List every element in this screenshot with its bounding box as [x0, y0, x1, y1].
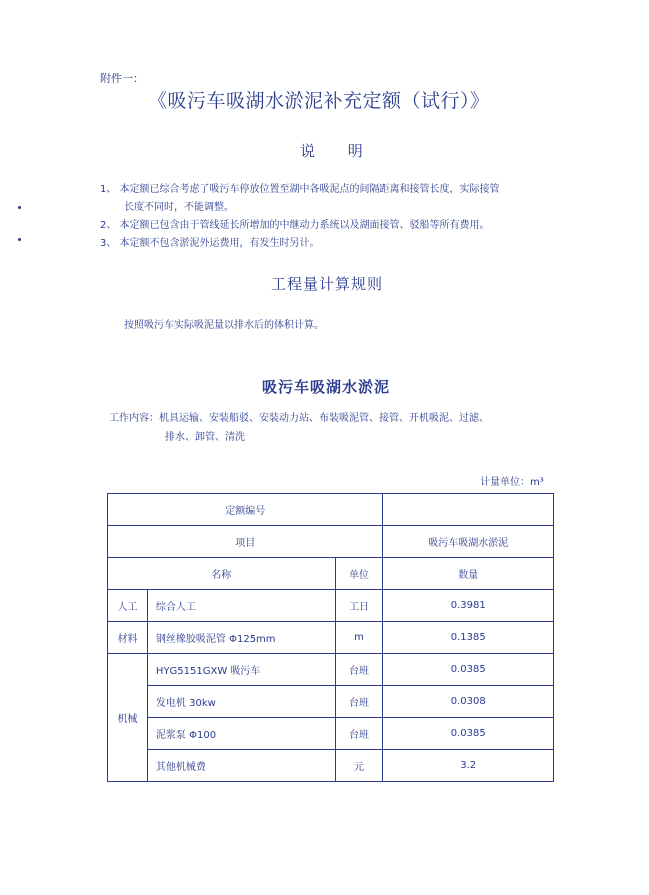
work-content — [109, 409, 489, 447]
notes-list — [100, 181, 560, 253]
note-1-continued: 长度不同时，不能调整。 — [124, 202, 234, 213]
calc-rule: 按照吸污车实际吸泥量以排水后的体积计算。 — [124, 320, 324, 331]
category-cell: 机械 — [108, 654, 148, 782]
col-header-qty: 数量 — [383, 558, 554, 590]
project-label: 项目 — [108, 526, 383, 558]
col-header-unit: 单位 — [335, 558, 383, 590]
table-header-row — [108, 558, 554, 590]
unit-label: 计量单位：m³ — [480, 477, 544, 488]
table-row — [108, 590, 554, 622]
item-unit: 工日 — [335, 590, 383, 622]
table-row — [108, 654, 554, 686]
attachment-label: 附件一： — [100, 72, 144, 85]
item-qty: 0.0385 — [383, 718, 554, 750]
work-content-line-1: 工作内容：机具运输、安装船驳、安装动力站、布装吸泥管、接管、开机吸泥、过滤、 — [109, 413, 489, 424]
item-qty: 3.2 — [383, 750, 554, 782]
category-cell: 材料 — [108, 622, 148, 654]
item-name: 泥浆泵 Φ100 — [147, 718, 335, 750]
quota-number-value — [383, 494, 554, 526]
item-qty: 0.0308 — [383, 686, 554, 718]
item-name: 钢丝橡胶吸泥管 Φ125mm — [147, 622, 335, 654]
table-row — [108, 750, 554, 782]
item-unit: 台班 — [335, 686, 383, 718]
item-unit: 元 — [335, 750, 383, 782]
project-value: 吸污车吸湖水淤泥 — [383, 526, 554, 558]
section-heading-calc: 工程量计算规则 — [271, 275, 384, 293]
scan-dot — [18, 206, 21, 209]
note-3: 3、 本定额不包含淤泥外运费用，有发生时另计。 — [100, 238, 320, 249]
note-1: 1、 本定额已综合考虑了吸污车停放位置至湖中各吸泥点的间隔距离和接管长度，实际接管 — [100, 184, 500, 195]
item-name: 发电机 30kw — [147, 686, 335, 718]
quota-table — [107, 493, 554, 782]
section-heading-notes: 说 明 — [300, 142, 377, 160]
table-row — [108, 526, 554, 558]
table-row — [108, 622, 554, 654]
scan-dot — [18, 238, 21, 241]
item-qty: 0.0385 — [383, 654, 554, 686]
item-qty: 0.1385 — [383, 622, 554, 654]
item-unit: m — [335, 622, 383, 654]
item-name: 其他机械费 — [147, 750, 335, 782]
table-row — [108, 718, 554, 750]
page-title: 《吸污车吸湖水淤泥补充定额（试行）》 — [148, 90, 490, 112]
note-2: 2、 本定额已包含由于管线延长所增加的中继动力系统以及湖面接管、驳船等所有费用。 — [100, 220, 490, 231]
work-content-line-2: 排水、卸管、清洗 — [165, 432, 245, 443]
section-heading-work: 吸污车吸湖水淤泥 — [262, 378, 391, 396]
item-name: 综合人工 — [147, 590, 335, 622]
table-row — [108, 686, 554, 718]
item-qty: 0.3981 — [383, 590, 554, 622]
category-cell: 人工 — [108, 590, 148, 622]
item-name: HYG5151GXW 吸污车 — [147, 654, 335, 686]
item-unit: 台班 — [335, 654, 383, 686]
table-row — [108, 494, 554, 526]
quota-number-label: 定额编号 — [108, 494, 383, 526]
item-unit: 台班 — [335, 718, 383, 750]
col-header-name: 名称 — [108, 558, 336, 590]
